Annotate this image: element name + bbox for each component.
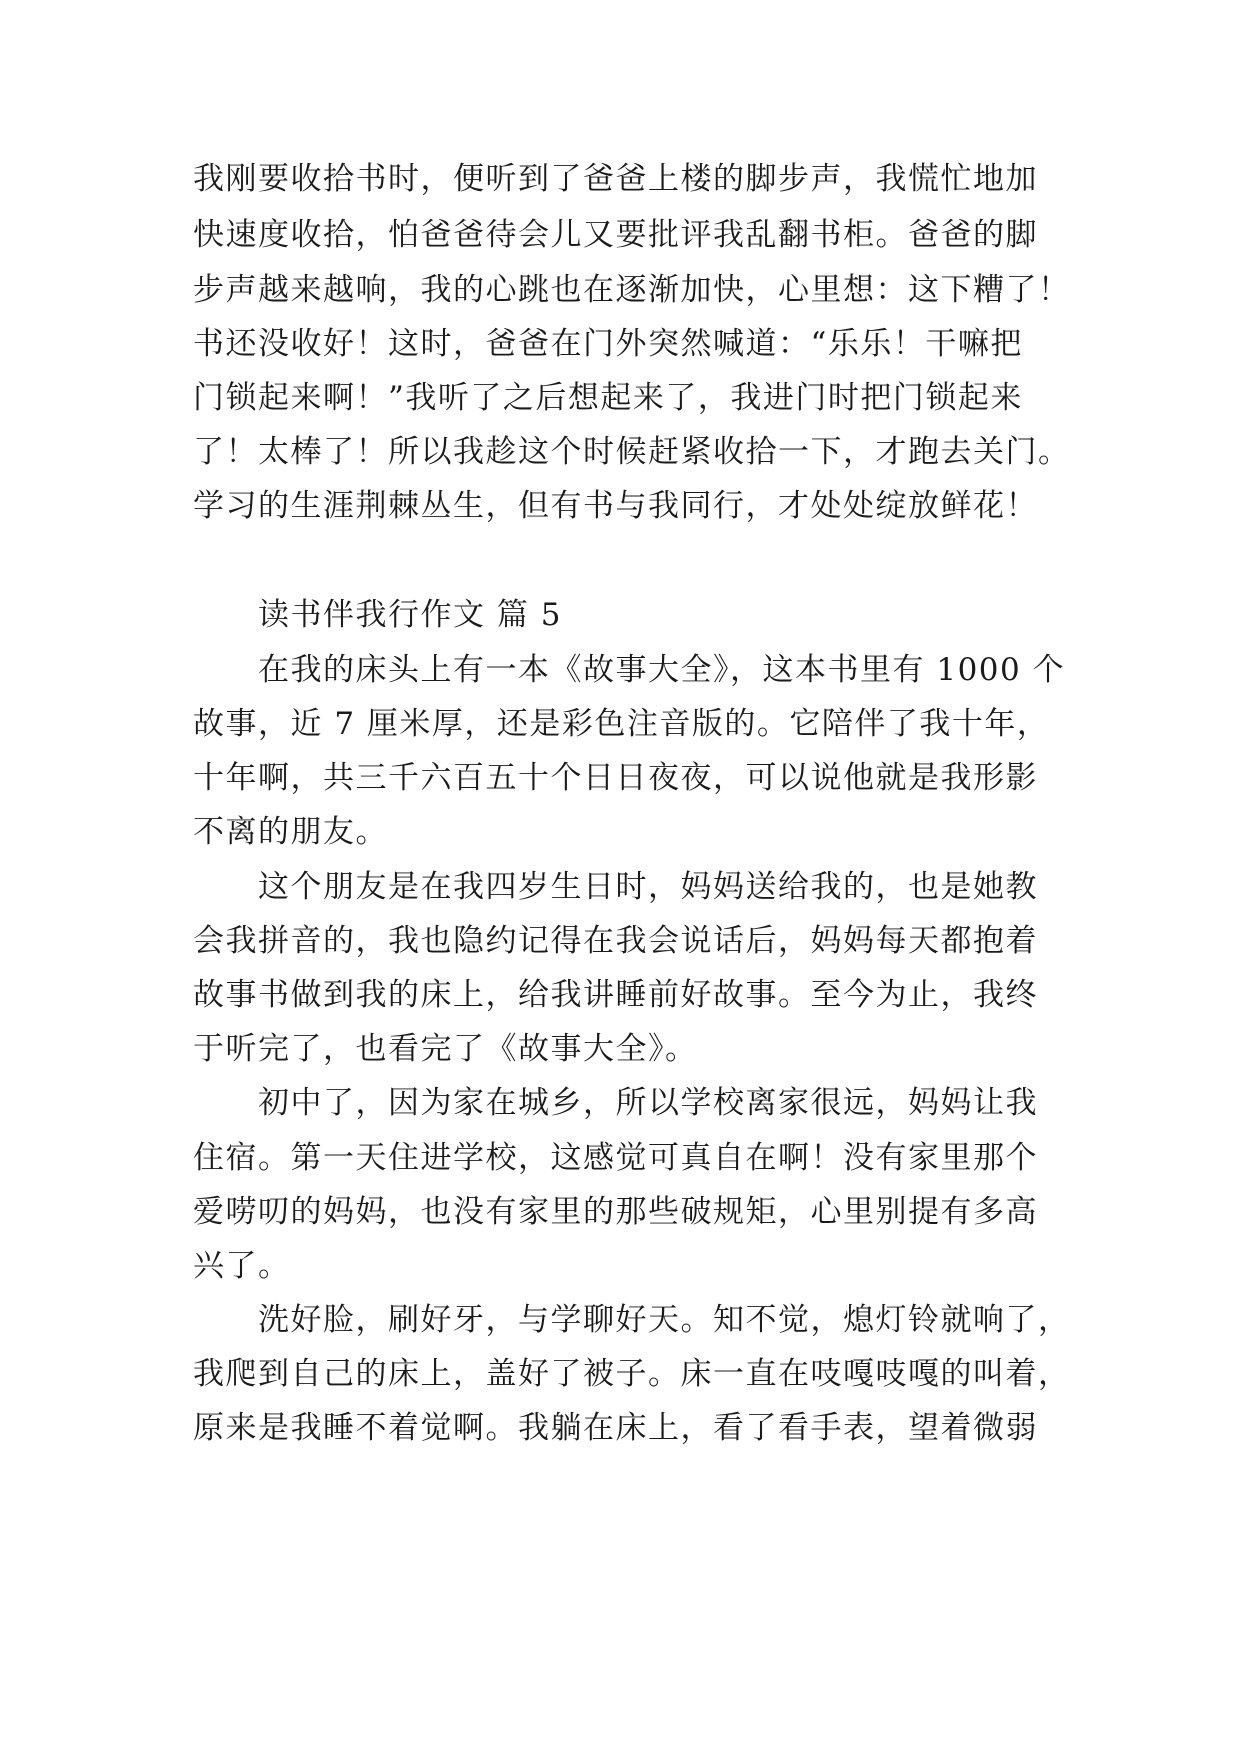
text-line: 于听完了，也看完了《故事大全》。 [193,1031,698,1067]
text-line: 我刚要收拾书时，便听到了爸爸上楼的脚步声，我慌忙地加 [193,161,1038,197]
text-line: 在我的床头上有一本《故事大全》，这本书里有 1000 个 [258,652,1066,688]
text-line: 我爬到自己的床上，盖好了被子。床一直在吱嘎吱嘎的叫着， [193,1356,1071,1392]
text-line: 这个朋友是在我四岁生日时，妈妈送给我的，也是她教 [258,869,1038,905]
text-line: 快速度收拾，怕爸爸待会儿又要批评我乱翻书柜。爸爸的脚 [193,217,1038,253]
text-line: 门锁起来啊！”我听了之后想起来了，我进门时把门锁起来 [193,380,1023,416]
text-line: 学习的生涯荆棘丛生，但有书与我同行，才处处绽放鲜花！ [193,488,1038,524]
text-line: 爱唠叨的妈妈，也没有家里的那些破规矩，心里别提有多高 [193,1194,1038,1230]
text-line: 洗好脸，刷好牙，与学聊好天。知不觉，熄灯铃就响了， [258,1302,1071,1338]
text-line: 故事，近 7 厘米厚，还是彩色注音版的。它陪伴了我十年， [193,706,1050,742]
text-line: 十年啊，共三千六百五十个日日夜夜，可以说他就是我形影 [193,760,1038,796]
text-line: 会我拼音的，我也隐约记得在我会说话后，妈妈每天都抱着 [193,923,1038,959]
text-line: 故事书做到我的床上，给我讲睡前好故事。至今为止，我终 [193,977,1038,1013]
text-line: 原来是我睡不着觉啊。我躺在床上，看了看手表，望着微弱 [193,1410,1038,1446]
text-line: 初中了，因为家在城乡，所以学校离家很远，妈妈让我 [258,1085,1038,1121]
text-line: 住宿。第一天住进学校，这感觉可真自在啊！没有家里那个 [193,1140,1038,1176]
text-line: 不离的朋友。 [193,814,388,850]
text-line: 书还没收好！这时，爸爸在门外突然喊道：“乐乐！干嘛把 [193,326,1023,362]
text-line: 步声越来越响，我的心跳也在逐渐加快，心里想：这下糟了！ [193,272,1071,308]
section-heading: 读书伴我行作文 篇 5 [258,597,562,633]
text-line: 兴了。 [193,1248,291,1284]
text-line: 了！太棒了！所以我趁这个时候赶紧收拾一下，才跑去关门。 [193,434,1071,470]
